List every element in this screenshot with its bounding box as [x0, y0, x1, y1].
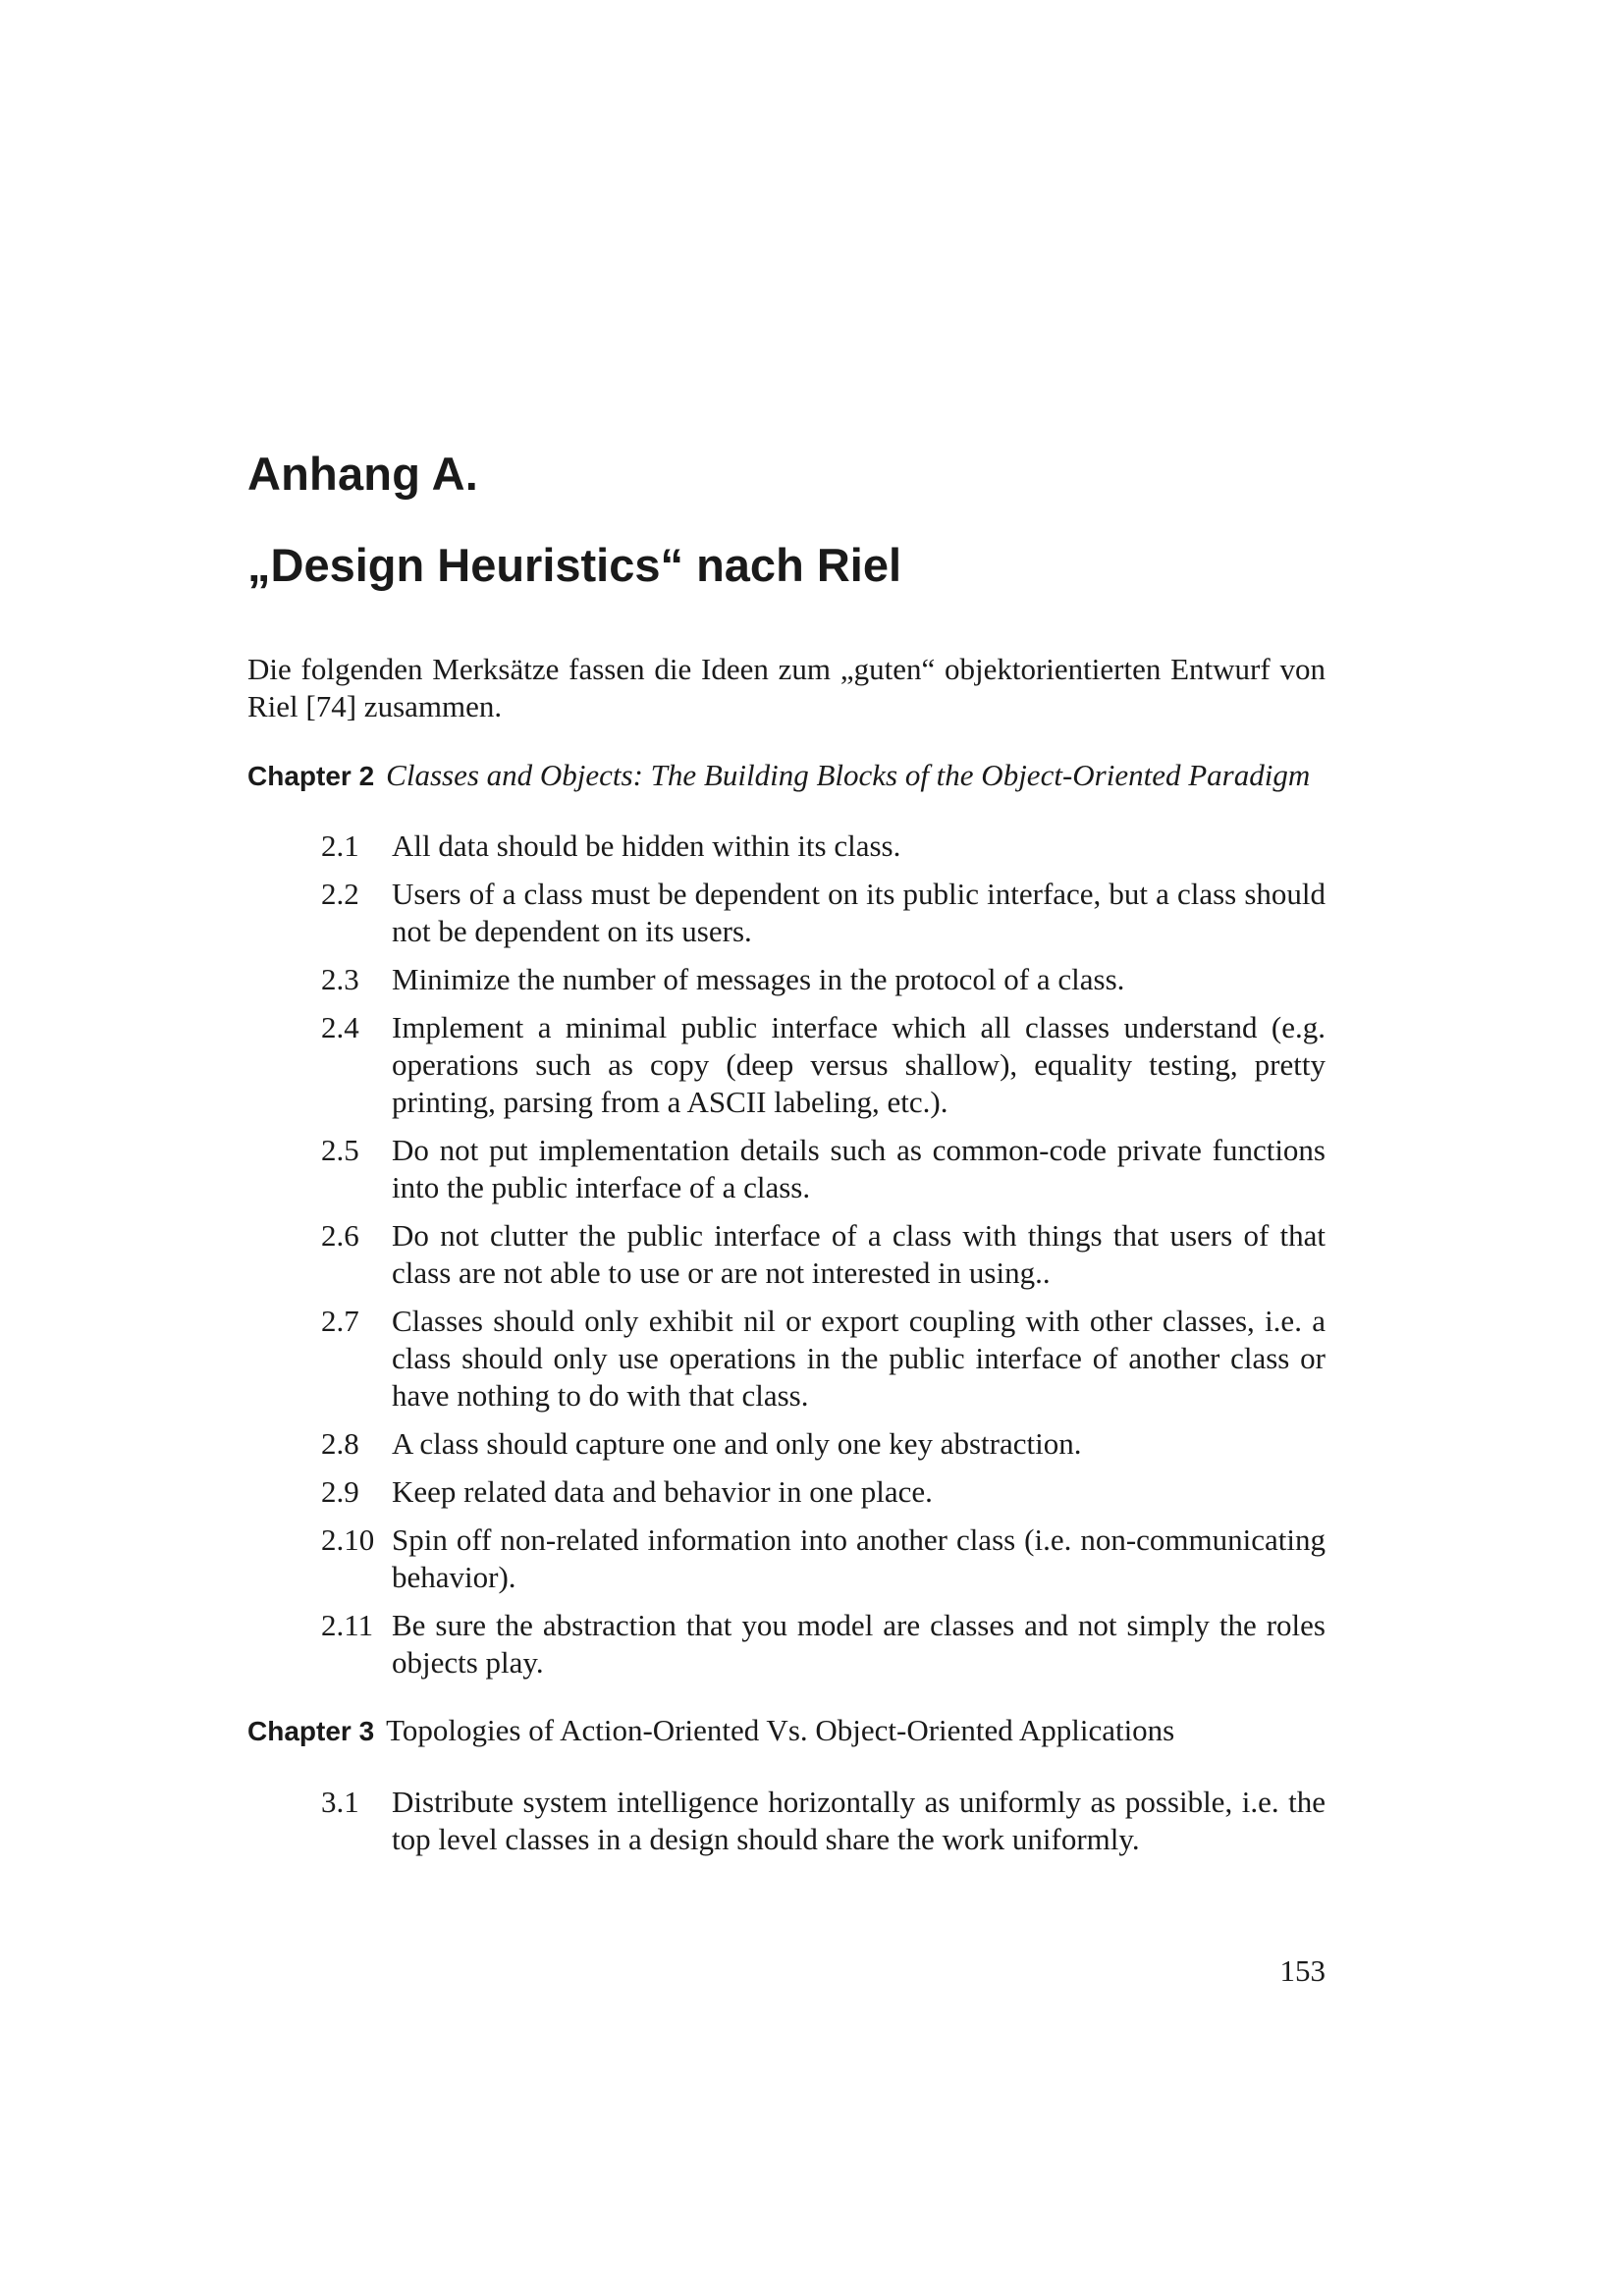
heuristic-text: Keep related data and behavior in one place.	[392, 1474, 933, 1509]
heuristic-item	[321, 961, 1326, 998]
heuristic-text: Be sure the abstraction that you model are classes and not simply the roles objects play.	[392, 1608, 1326, 1680]
heuristic-item	[321, 1132, 1326, 1206]
heuristic-item	[321, 828, 1326, 865]
heuristic-item	[321, 1217, 1326, 1292]
heuristic-number: 2.1	[321, 828, 359, 863]
chapter-heading-2	[247, 757, 1326, 795]
heuristic-item	[321, 1784, 1326, 1858]
heuristic-number: 2.7	[321, 1304, 359, 1338]
heuristic-number: 2.10	[321, 1522, 375, 1557]
intro-paragraph: Die folgenden Merksätze fassen die Ideen zum „guten“ objektorientierten Entwurf von Riel [74] zusammen.	[247, 652, 1326, 723]
chapter-label: Chapter 3	[247, 1716, 375, 1746]
heuristic-text: Do not clutter the public interface of a class with things that users of that class are not able to use or are not interested in using..	[392, 1218, 1326, 1290]
heuristic-number: 2.5	[321, 1133, 359, 1167]
heuristic-item	[321, 1425, 1326, 1463]
heuristic-number: 2.2	[321, 877, 359, 911]
heuristic-text: Distribute system intelligence horizontally as uniformly as possible, i.e. the top level classes in a design should share the work uniformly.	[392, 1785, 1326, 1856]
chapter-title: Classes and Objects: The Building Blocks of the Object-Oriented Paradigm	[386, 758, 1311, 792]
heuristic-item	[321, 1009, 1326, 1121]
heuristic-number: 2.9	[321, 1474, 359, 1509]
chapter-title: Topologies of Action-Oriented Vs. Object-Oriented Applications	[386, 1713, 1175, 1747]
heuristic-list-chapter-2	[321, 828, 1326, 1692]
appendix-title: „Design Heuristics“ nach Riel	[247, 539, 902, 591]
heuristic-item	[321, 1607, 1326, 1682]
heuristic-item	[321, 1473, 1326, 1511]
chapter-heading-3	[247, 1712, 1326, 1750]
heuristic-number: 2.11	[321, 1608, 374, 1642]
page-number: 153	[1279, 1953, 1326, 1988]
heuristic-number: 2.4	[321, 1010, 359, 1044]
heuristic-item	[321, 1522, 1326, 1596]
heuristic-item	[321, 1303, 1326, 1415]
heuristic-text: A class should capture one and only one key abstraction.	[392, 1426, 1082, 1461]
heuristic-text: Classes should only exhibit nil or export coupling with other classes, i.e. a class should only use operations in the public interface of another class or have nothing to do with that class.	[392, 1304, 1326, 1413]
heuristic-number: 2.3	[321, 962, 359, 996]
chapter-label: Chapter 2	[247, 761, 375, 791]
heuristic-text: Users of a class must be dependent on its public interface, but a class should not be dependent on its users.	[392, 877, 1326, 948]
heuristic-number: 2.8	[321, 1426, 359, 1461]
heuristic-text: Spin off non-related information into another class (i.e. non-communicating behavior).	[392, 1522, 1326, 1594]
heuristic-text: Implement a minimal public interface which all classes understand (e.g. operations such as copy (deep versus shallow), equality testing, pretty printing, parsing from a ASCII labeling, etc.).	[392, 1010, 1326, 1119]
heuristic-item	[321, 876, 1326, 950]
heuristic-list-chapter-3	[321, 1784, 1326, 1869]
heuristic-number: 3.1	[321, 1785, 359, 1819]
appendix-label: Anhang A.	[247, 448, 479, 500]
heuristic-text: All data should be hidden within its class.	[392, 828, 901, 863]
heuristic-text: Do not put implementation details such as common-code private functions into the public interface of a class.	[392, 1133, 1326, 1204]
heuristic-number: 2.6	[321, 1218, 359, 1253]
heuristic-text: Minimize the number of messages in the protocol of a class.	[392, 962, 1125, 996]
